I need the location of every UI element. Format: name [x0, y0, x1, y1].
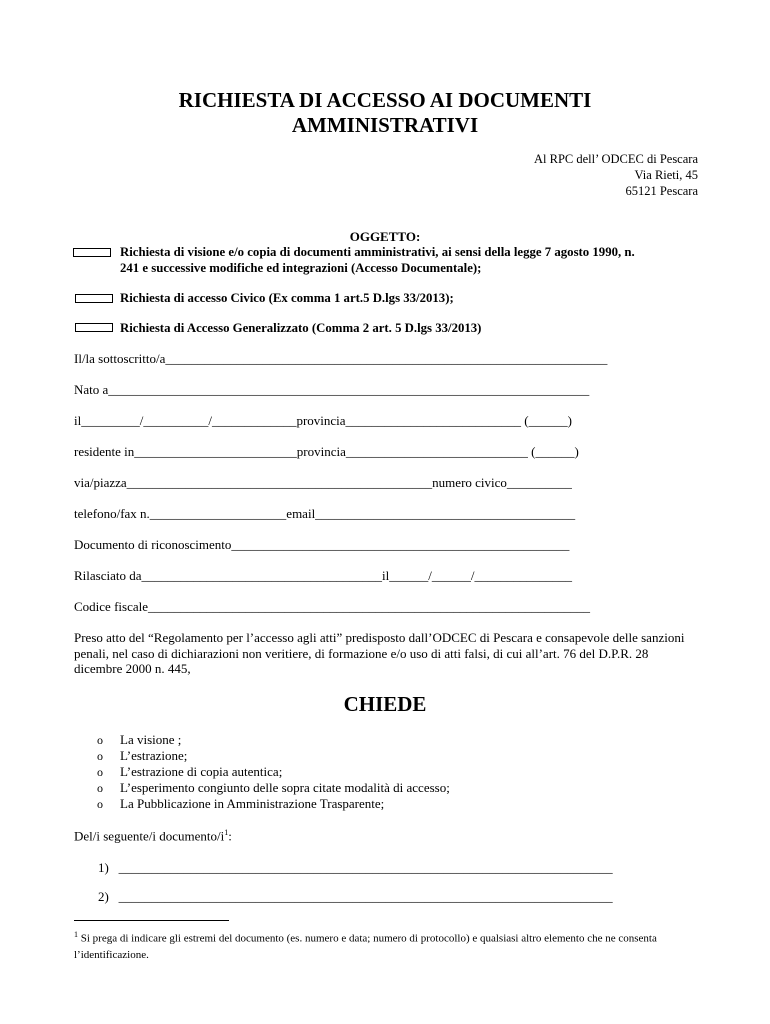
bullet-marker[interactable]: o	[97, 733, 103, 747]
bullet-marker[interactable]: o	[97, 797, 103, 811]
chiede-option-pubblicazione: La Pubblicazione in Amministrazione Trasparente;	[120, 796, 385, 811]
field-rilasciato-da[interactable]: Rilasciato da_____________________________________il______/______/_______________	[74, 568, 572, 583]
recipient-city: 65121 Pescara	[625, 184, 698, 198]
field-data-provincia[interactable]: il_________/__________/_____________provincia___________________________ (______)	[74, 413, 572, 428]
option-accesso-generalizzato: Richiesta di Accesso Generalizzato (Comma 2 art. 5 D.lgs 33/2013)	[120, 321, 482, 335]
field-documento-riconoscimento[interactable]: Documento di riconoscimento____________________________________________________	[74, 537, 570, 552]
chiede-option-esperimento-congiunto: L’esperimento congiunto delle sopra citate modalità di accesso;	[120, 780, 450, 795]
recipient-street: Via Rieti, 45	[634, 168, 698, 182]
field-residente[interactable]: residente in_________________________provincia____________________________ (______)	[74, 444, 579, 459]
checkbox-accesso-generalizzato[interactable]	[75, 323, 113, 332]
chiede-option-visione: La visione ;	[120, 732, 182, 747]
checkbox-accesso-documentale[interactable]	[73, 248, 111, 257]
footnote-reference: 1	[224, 828, 229, 837]
footnote-separator	[74, 920, 229, 921]
document-title-line2: AMMINISTRATIVI	[291, 113, 479, 137]
chiede-heading: CHIEDE	[343, 692, 427, 716]
bullet-marker[interactable]: o	[97, 781, 103, 795]
declaration-paragraph: Preso atto del “Regolamento per l’accesso agli atti” predisposto dall’ODCEC di Pescara e consapevole delle sanzioni penali, nel caso di dichiarazioni non veritiere, di formazione e/o uso di atti falsi, di cui all’art. 76 del D.P.R. 28 dicembre 2000 n. 445,	[74, 630, 685, 676]
document-line-2[interactable]: 2) ____________________________________________________________________________	[98, 889, 613, 904]
option-accesso-documentale-line1: Richiesta di visione e/o copia di documenti amministrativi, ai sensi della legge 7 agosto 1990, n.	[120, 245, 635, 259]
footnote: $^1$ Si prega di indicare gli estremi del documento (es. numero e data; numero di protocollo) e qualsiasi altro elemento che ne consenta l’identificazione.	[74, 930, 657, 961]
bullet-marker[interactable]: o	[97, 765, 103, 779]
option-accesso-documentale-line2: 241 e successive modifiche ed integrazioni (Accesso Documentale);	[120, 261, 482, 275]
field-nato-a[interactable]: Nato a__________________________________________________________________________	[74, 382, 590, 397]
checkbox-accesso-civico[interactable]	[75, 294, 113, 303]
field-telefono-email[interactable]: telefono/fax n._____________________email________________________________________	[74, 506, 576, 521]
option-accesso-civico: Richiesta di accesso Civico (Ex comma 1 art.5 D.lgs 33/2013);	[120, 291, 454, 305]
document-line-1[interactable]: 1) ____________________________________________________________________________	[98, 860, 613, 875]
field-via-piazza[interactable]: via/piazza_______________________________________________numero civico__________	[74, 475, 572, 490]
oggetto-heading: OGGETTO:	[349, 229, 421, 244]
documents-label: Del/i seguente/i documento/$i^1$:	[74, 828, 232, 844]
chiede-option-copia-autentica: L’estrazione di copia autentica;	[120, 764, 283, 779]
field-codice-fiscale[interactable]: Codice fiscale____________________________________________________________________	[74, 599, 590, 614]
field-sottoscritto[interactable]: Il/la sottoscritto/a____________________________________________________________________	[74, 351, 608, 366]
bullet-marker[interactable]: o	[97, 749, 103, 763]
recipient-name: Al RPC dell’ ODCEC di Pescara	[534, 152, 698, 166]
chiede-option-estrazione: L’estrazione;	[120, 748, 188, 763]
document-title-line1: RICHIESTA DI ACCESSO AI DOCUMENTI	[178, 88, 592, 112]
